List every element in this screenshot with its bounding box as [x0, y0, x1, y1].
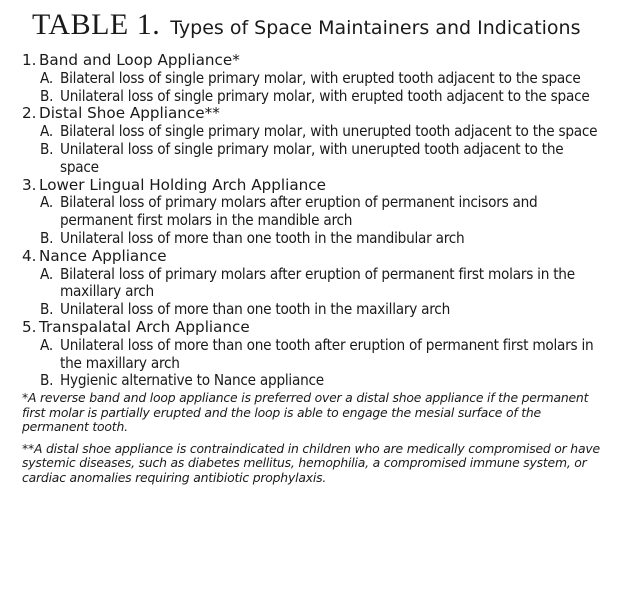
appliance-name: Band and Loop Appliance*	[39, 51, 240, 69]
appliance-item	[18, 52, 618, 105]
appliance-list	[18, 52, 618, 390]
indication-text: Unilateral loss of single primary molar, with unerupted tooth adjacent to the space	[60, 139, 564, 176]
appliance-number: 3.	[22, 175, 37, 194]
indication-letter: B.	[40, 228, 54, 247]
appliance-heading	[22, 177, 618, 195]
appliance-name: Nance Appliance	[39, 246, 167, 265]
footnote-distal-shoe: **A distal shoe appliance is contraindicated in children who are medically compromised or have systemic diseases, such as diabetes mellitus, hemophilia, a compromised immune system, or cardiac anomalies requiring antibiotic prophylaxis.	[22, 440, 600, 485]
indication-row	[40, 266, 618, 302]
table-label: TABLE 1.	[32, 8, 161, 41]
appliance-name: Distal Shoe Appliance**	[39, 104, 220, 123]
table-title-row	[18, 8, 618, 44]
indication-text: Hygienic alternative to Nance appliance	[60, 371, 324, 390]
appliance-name: Transpalatal Arch Appliance	[39, 317, 250, 336]
indication-letter: A.	[40, 264, 53, 283]
indication-letter: B.	[40, 371, 54, 390]
indication-letter: A.	[40, 122, 53, 141]
indication-text: Bilateral loss of primary molars after eruption of permanent incisors and permanent first molars in the mandible arch	[60, 193, 538, 230]
indication-text: Bilateral loss of single primary molar, with unerupted tooth adjacent to the space	[60, 122, 598, 141]
indication-text: Bilateral loss of single primary molar, with erupted tooth adjacent to the space	[60, 68, 581, 87]
table-title: Types of Space Maintainers and Indications	[170, 17, 581, 39]
indication-row	[40, 372, 618, 390]
indication-row	[40, 88, 618, 106]
appliance-item	[18, 319, 618, 390]
indication-text: Unilateral loss of more than one tooth in the mandibular arch	[60, 228, 465, 247]
indication-row	[40, 141, 618, 177]
indication-row	[40, 337, 618, 373]
appliance-heading	[22, 105, 618, 123]
indication-letter: A.	[40, 68, 53, 87]
indication-row	[40, 70, 618, 88]
indication-letter: B.	[40, 139, 54, 158]
appliance-number: 1.	[22, 51, 37, 69]
footnote-band-and-loop: *A reverse band and loop appliance is preferred over a distal shoe appliance if the permanent first molar is partially erupted and the loop is able to engage the mesial surface of the permanent tooth.	[22, 390, 589, 435]
indication-row	[40, 230, 618, 248]
indication-letter: B.	[40, 300, 54, 319]
indication-letter: A.	[40, 335, 53, 354]
indication-row	[40, 123, 618, 141]
appliance-item	[18, 177, 618, 248]
indication-text: Unilateral loss of more than one tooth in the maxillary arch	[60, 300, 450, 319]
appliance-name: Lower Lingual Holding Arch Appliance	[39, 175, 326, 194]
indication-text: Unilateral loss of single primary molar, with erupted tooth adjacent to the space	[60, 86, 590, 105]
indication-letter: A.	[40, 193, 53, 212]
appliance-heading	[22, 319, 618, 337]
table-container	[18, 8, 618, 485]
indication-letter: B.	[40, 86, 54, 105]
appliance-heading	[22, 248, 618, 266]
indication-row	[40, 301, 618, 319]
indication-text: Unilateral loss of more than one tooth after eruption of permanent first molars in the maxillary arch	[60, 335, 594, 372]
appliance-item	[18, 248, 618, 319]
indication-row	[40, 194, 618, 230]
appliance-item	[18, 105, 618, 176]
appliance-heading	[22, 52, 618, 70]
appliance-number: 2.	[22, 104, 37, 123]
indication-text: Bilateral loss of primary molars after eruption of permanent first molars in the maxillary arch	[60, 264, 575, 301]
appliance-number: 5.	[22, 317, 37, 336]
appliance-number: 4.	[22, 246, 37, 265]
